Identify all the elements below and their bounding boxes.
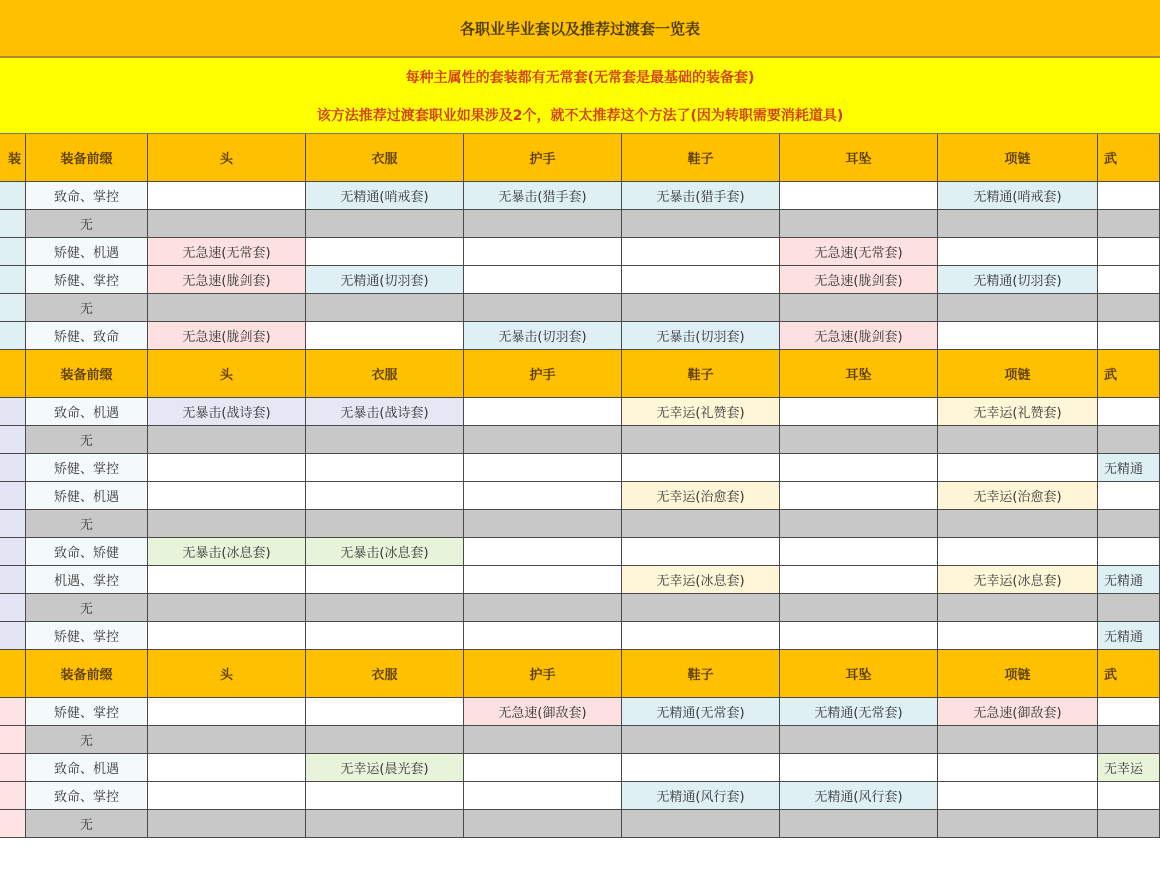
shoes-cell <box>622 510 780 538</box>
shoes-cell: 鞋子 <box>622 650 780 698</box>
prefix-cell: 致命、掌控 <box>26 182 148 210</box>
necklace-cell <box>938 426 1098 454</box>
gloves-cell: 护手 <box>464 134 622 182</box>
prefix-cell: 致命、矫健 <box>26 538 148 566</box>
head-cell <box>148 810 306 838</box>
table-row <box>0 398 1160 426</box>
shoes-cell <box>622 594 780 622</box>
table-row <box>0 238 1160 266</box>
table-title: 各职业毕业套以及推荐过渡套一览表 <box>0 0 1160 58</box>
prefix-cell: 致命、机遇 <box>26 754 148 782</box>
earring-cell <box>780 594 938 622</box>
necklace-cell: 无急速(御敌套) <box>938 698 1098 726</box>
class-cell <box>0 182 26 210</box>
weapon-cell <box>1098 782 1160 810</box>
earring-cell: 无急速(胧剑套) <box>780 322 938 350</box>
weapon-cell <box>1098 482 1160 510</box>
necklace-cell: 无幸运(冰息套) <box>938 566 1098 594</box>
earring-cell: 无精通(无常套) <box>780 698 938 726</box>
gloves-cell <box>464 726 622 754</box>
gloves-cell: 护手 <box>464 350 622 398</box>
head-cell <box>148 210 306 238</box>
class-cell <box>0 754 26 782</box>
separator-row <box>0 810 1160 838</box>
necklace-cell <box>938 726 1098 754</box>
prefix-cell: 装备前缀 <box>26 134 148 182</box>
weapon-cell <box>1098 538 1160 566</box>
class-cell <box>0 454 26 482</box>
weapon-cell <box>1098 810 1160 838</box>
gloves-cell <box>464 266 622 294</box>
table-row <box>0 698 1160 726</box>
head-cell: 头 <box>148 650 306 698</box>
weapon-cell <box>1098 426 1160 454</box>
clothes-cell: 无暴击(战诗套) <box>306 398 464 426</box>
separator-row <box>0 510 1160 538</box>
gloves-cell <box>464 538 622 566</box>
gloves-cell: 护手 <box>464 650 622 698</box>
head-cell: 头 <box>148 350 306 398</box>
equipment-table <box>0 134 1160 870</box>
shoes-cell <box>622 538 780 566</box>
shoes-cell: 无幸运(冰息套) <box>622 566 780 594</box>
necklace-cell <box>938 754 1098 782</box>
clothes-cell <box>306 294 464 322</box>
head-cell <box>148 622 306 650</box>
class-cell <box>0 726 26 754</box>
separator-row <box>0 426 1160 454</box>
earring-cell <box>780 510 938 538</box>
class-cell <box>0 350 26 398</box>
shoes-cell: 无精通(无常套) <box>622 698 780 726</box>
class-cell <box>0 650 26 698</box>
class-cell <box>0 210 26 238</box>
necklace-cell <box>938 510 1098 538</box>
class-cell <box>0 782 26 810</box>
separator-row <box>0 294 1160 322</box>
table-row <box>0 182 1160 210</box>
head-cell <box>148 294 306 322</box>
gloves-cell <box>464 238 622 266</box>
gloves-cell <box>464 594 622 622</box>
head-cell <box>148 754 306 782</box>
necklace-cell <box>938 782 1098 810</box>
note-line-1: 每种主属性的套装都有无常套(无常套是最基础的装备套) <box>0 58 1160 96</box>
head-cell <box>148 698 306 726</box>
earring-cell <box>780 538 938 566</box>
head-cell: 无暴击(战诗套) <box>148 398 306 426</box>
clothes-cell <box>306 726 464 754</box>
table-row <box>0 482 1160 510</box>
prefix-cell: 矫健、掌控 <box>26 454 148 482</box>
gloves-cell <box>464 426 622 454</box>
weapon-cell <box>1098 398 1160 426</box>
note-line-2: 该方法推荐过渡套职业如果涉及2个，就不太推荐这个方法了(因为转职需要消耗道具) <box>0 96 1160 134</box>
head-cell: 无急速(胧剑套) <box>148 266 306 294</box>
table-row <box>0 538 1160 566</box>
class-cell <box>0 322 26 350</box>
prefix-cell: 无 <box>26 294 148 322</box>
clothes-cell: 无幸运(晨光套) <box>306 754 464 782</box>
prefix-cell: 无 <box>26 726 148 754</box>
earring-cell <box>780 726 938 754</box>
separator-row <box>0 594 1160 622</box>
clothes-cell <box>306 594 464 622</box>
clothes-cell <box>306 238 464 266</box>
head-cell: 无急速(无常套) <box>148 238 306 266</box>
earring-cell <box>780 182 938 210</box>
gloves-cell <box>464 782 622 810</box>
necklace-cell: 无幸运(治愈套) <box>938 482 1098 510</box>
weapon-cell <box>1098 294 1160 322</box>
class-cell <box>0 594 26 622</box>
separator-row <box>0 210 1160 238</box>
weapon-cell: 无精通 <box>1098 566 1160 594</box>
shoes-cell: 无精通(风行套) <box>622 782 780 810</box>
head-cell <box>148 182 306 210</box>
separator-row <box>0 726 1160 754</box>
class-cell <box>0 622 26 650</box>
necklace-cell <box>938 538 1098 566</box>
earring-cell <box>780 398 938 426</box>
head-cell <box>148 482 306 510</box>
weapon-cell: 武 <box>1098 134 1160 182</box>
clothes-cell <box>306 782 464 810</box>
table-row <box>0 622 1160 650</box>
gloves-cell <box>464 294 622 322</box>
clothes-cell: 无精通(哨戒套) <box>306 182 464 210</box>
class-cell <box>0 538 26 566</box>
weapon-cell: 无精通 <box>1098 454 1160 482</box>
class-cell <box>0 294 26 322</box>
weapon-cell <box>1098 266 1160 294</box>
clothes-cell <box>306 810 464 838</box>
head-cell <box>148 566 306 594</box>
weapon-cell: 武 <box>1098 350 1160 398</box>
prefix-cell: 矫健、机遇 <box>26 482 148 510</box>
necklace-cell: 项链 <box>938 650 1098 698</box>
earring-cell <box>780 454 938 482</box>
shoes-cell: 无幸运(治愈套) <box>622 482 780 510</box>
class-cell <box>0 398 26 426</box>
weapon-cell <box>1098 182 1160 210</box>
prefix-cell: 无 <box>26 810 148 838</box>
earring-cell <box>780 482 938 510</box>
prefix-cell: 无 <box>26 210 148 238</box>
class-cell <box>0 482 26 510</box>
shoes-cell <box>622 810 780 838</box>
clothes-cell <box>306 454 464 482</box>
prefix-cell: 矫健、掌控 <box>26 698 148 726</box>
gloves-cell <box>464 510 622 538</box>
shoes-cell <box>622 210 780 238</box>
shoes-cell <box>622 266 780 294</box>
necklace-cell: 项链 <box>938 350 1098 398</box>
clothes-cell: 衣服 <box>306 350 464 398</box>
necklace-cell: 无幸运(礼赞套) <box>938 398 1098 426</box>
table-row <box>0 454 1160 482</box>
gloves-cell <box>464 810 622 838</box>
prefix-cell: 矫健、致命 <box>26 322 148 350</box>
weapon-cell <box>1098 322 1160 350</box>
clothes-cell <box>306 210 464 238</box>
gloves-cell <box>464 566 622 594</box>
earring-cell <box>780 294 938 322</box>
class-cell: 装 <box>0 134 26 182</box>
shoes-cell: 无暴击(猎手套) <box>622 182 780 210</box>
earring-cell <box>780 566 938 594</box>
class-cell <box>0 810 26 838</box>
class-cell <box>0 426 26 454</box>
shoes-cell: 无幸运(礼赞套) <box>622 398 780 426</box>
gloves-cell: 无暴击(猎手套) <box>464 182 622 210</box>
shoes-cell <box>622 754 780 782</box>
table-header-row <box>0 350 1160 398</box>
head-cell: 无暴击(冰息套) <box>148 538 306 566</box>
necklace-cell <box>938 594 1098 622</box>
clothes-cell <box>306 482 464 510</box>
clothes-cell: 无暴击(冰息套) <box>306 538 464 566</box>
shoes-cell: 无暴击(切羽套) <box>622 322 780 350</box>
class-cell <box>0 698 26 726</box>
clothes-cell <box>306 510 464 538</box>
head-cell: 无急速(胧剑套) <box>148 322 306 350</box>
shoes-cell <box>622 294 780 322</box>
weapon-cell: 无幸运 <box>1098 754 1160 782</box>
earring-cell: 耳坠 <box>780 350 938 398</box>
earring-cell <box>780 754 938 782</box>
weapon-cell <box>1098 210 1160 238</box>
gloves-cell <box>464 482 622 510</box>
table-row <box>0 322 1160 350</box>
head-cell: 头 <box>148 134 306 182</box>
necklace-cell <box>938 622 1098 650</box>
clothes-cell: 衣服 <box>306 650 464 698</box>
class-cell <box>0 510 26 538</box>
shoes-cell <box>622 426 780 454</box>
earring-cell: 耳坠 <box>780 134 938 182</box>
shoes-cell <box>622 726 780 754</box>
earring-cell: 无急速(胧剑套) <box>780 266 938 294</box>
head-cell <box>148 510 306 538</box>
head-cell <box>148 726 306 754</box>
table-row <box>0 266 1160 294</box>
weapon-cell <box>1098 726 1160 754</box>
class-cell <box>0 238 26 266</box>
earring-cell <box>780 426 938 454</box>
prefix-cell: 装备前缀 <box>26 350 148 398</box>
clothes-cell <box>306 322 464 350</box>
prefix-cell: 矫健、机遇 <box>26 238 148 266</box>
shoes-cell <box>622 454 780 482</box>
gloves-cell <box>464 398 622 426</box>
table-header-row <box>0 134 1160 182</box>
head-cell <box>148 454 306 482</box>
weapon-cell <box>1098 238 1160 266</box>
prefix-cell: 无 <box>26 426 148 454</box>
necklace-cell: 无精通(切羽套) <box>938 266 1098 294</box>
necklace-cell <box>938 810 1098 838</box>
gloves-cell <box>464 210 622 238</box>
earring-cell <box>780 810 938 838</box>
prefix-cell: 无 <box>26 510 148 538</box>
weapon-cell <box>1098 698 1160 726</box>
weapon-cell <box>1098 594 1160 622</box>
table-row <box>0 566 1160 594</box>
prefix-cell: 无 <box>26 594 148 622</box>
necklace-cell <box>938 238 1098 266</box>
prefix-cell: 致命、掌控 <box>26 782 148 810</box>
clothes-cell: 无精通(切羽套) <box>306 266 464 294</box>
necklace-cell <box>938 210 1098 238</box>
shoes-cell: 鞋子 <box>622 134 780 182</box>
earring-cell <box>780 622 938 650</box>
weapon-cell: 武 <box>1098 650 1160 698</box>
earring-cell: 无精通(风行套) <box>780 782 938 810</box>
table-row <box>0 754 1160 782</box>
prefix-cell: 矫健、掌控 <box>26 266 148 294</box>
table-row <box>0 782 1160 810</box>
necklace-cell <box>938 322 1098 350</box>
head-cell <box>148 594 306 622</box>
shoes-cell: 鞋子 <box>622 350 780 398</box>
head-cell <box>148 426 306 454</box>
gloves-cell <box>464 622 622 650</box>
gloves-cell <box>464 454 622 482</box>
prefix-cell: 装备前缀 <box>26 650 148 698</box>
necklace-cell: 项链 <box>938 134 1098 182</box>
necklace-cell: 无精通(哨戒套) <box>938 182 1098 210</box>
earring-cell: 耳坠 <box>780 650 938 698</box>
necklace-cell <box>938 454 1098 482</box>
prefix-cell: 矫健、掌控 <box>26 622 148 650</box>
gloves-cell: 无暴击(切羽套) <box>464 322 622 350</box>
clothes-cell: 衣服 <box>306 134 464 182</box>
head-cell <box>148 782 306 810</box>
shoes-cell <box>622 622 780 650</box>
prefix-cell: 致命、机遇 <box>26 398 148 426</box>
clothes-cell <box>306 622 464 650</box>
gloves-cell: 无急速(御敌套) <box>464 698 622 726</box>
weapon-cell: 无精通 <box>1098 622 1160 650</box>
table-header-row <box>0 650 1160 698</box>
clothes-cell <box>306 566 464 594</box>
clothes-cell <box>306 698 464 726</box>
prefix-cell: 机遇、掌控 <box>26 566 148 594</box>
earring-cell: 无急速(无常套) <box>780 238 938 266</box>
class-cell <box>0 266 26 294</box>
shoes-cell <box>622 238 780 266</box>
earring-cell <box>780 210 938 238</box>
gloves-cell <box>464 754 622 782</box>
clothes-cell <box>306 426 464 454</box>
class-cell <box>0 566 26 594</box>
weapon-cell <box>1098 510 1160 538</box>
necklace-cell <box>938 294 1098 322</box>
